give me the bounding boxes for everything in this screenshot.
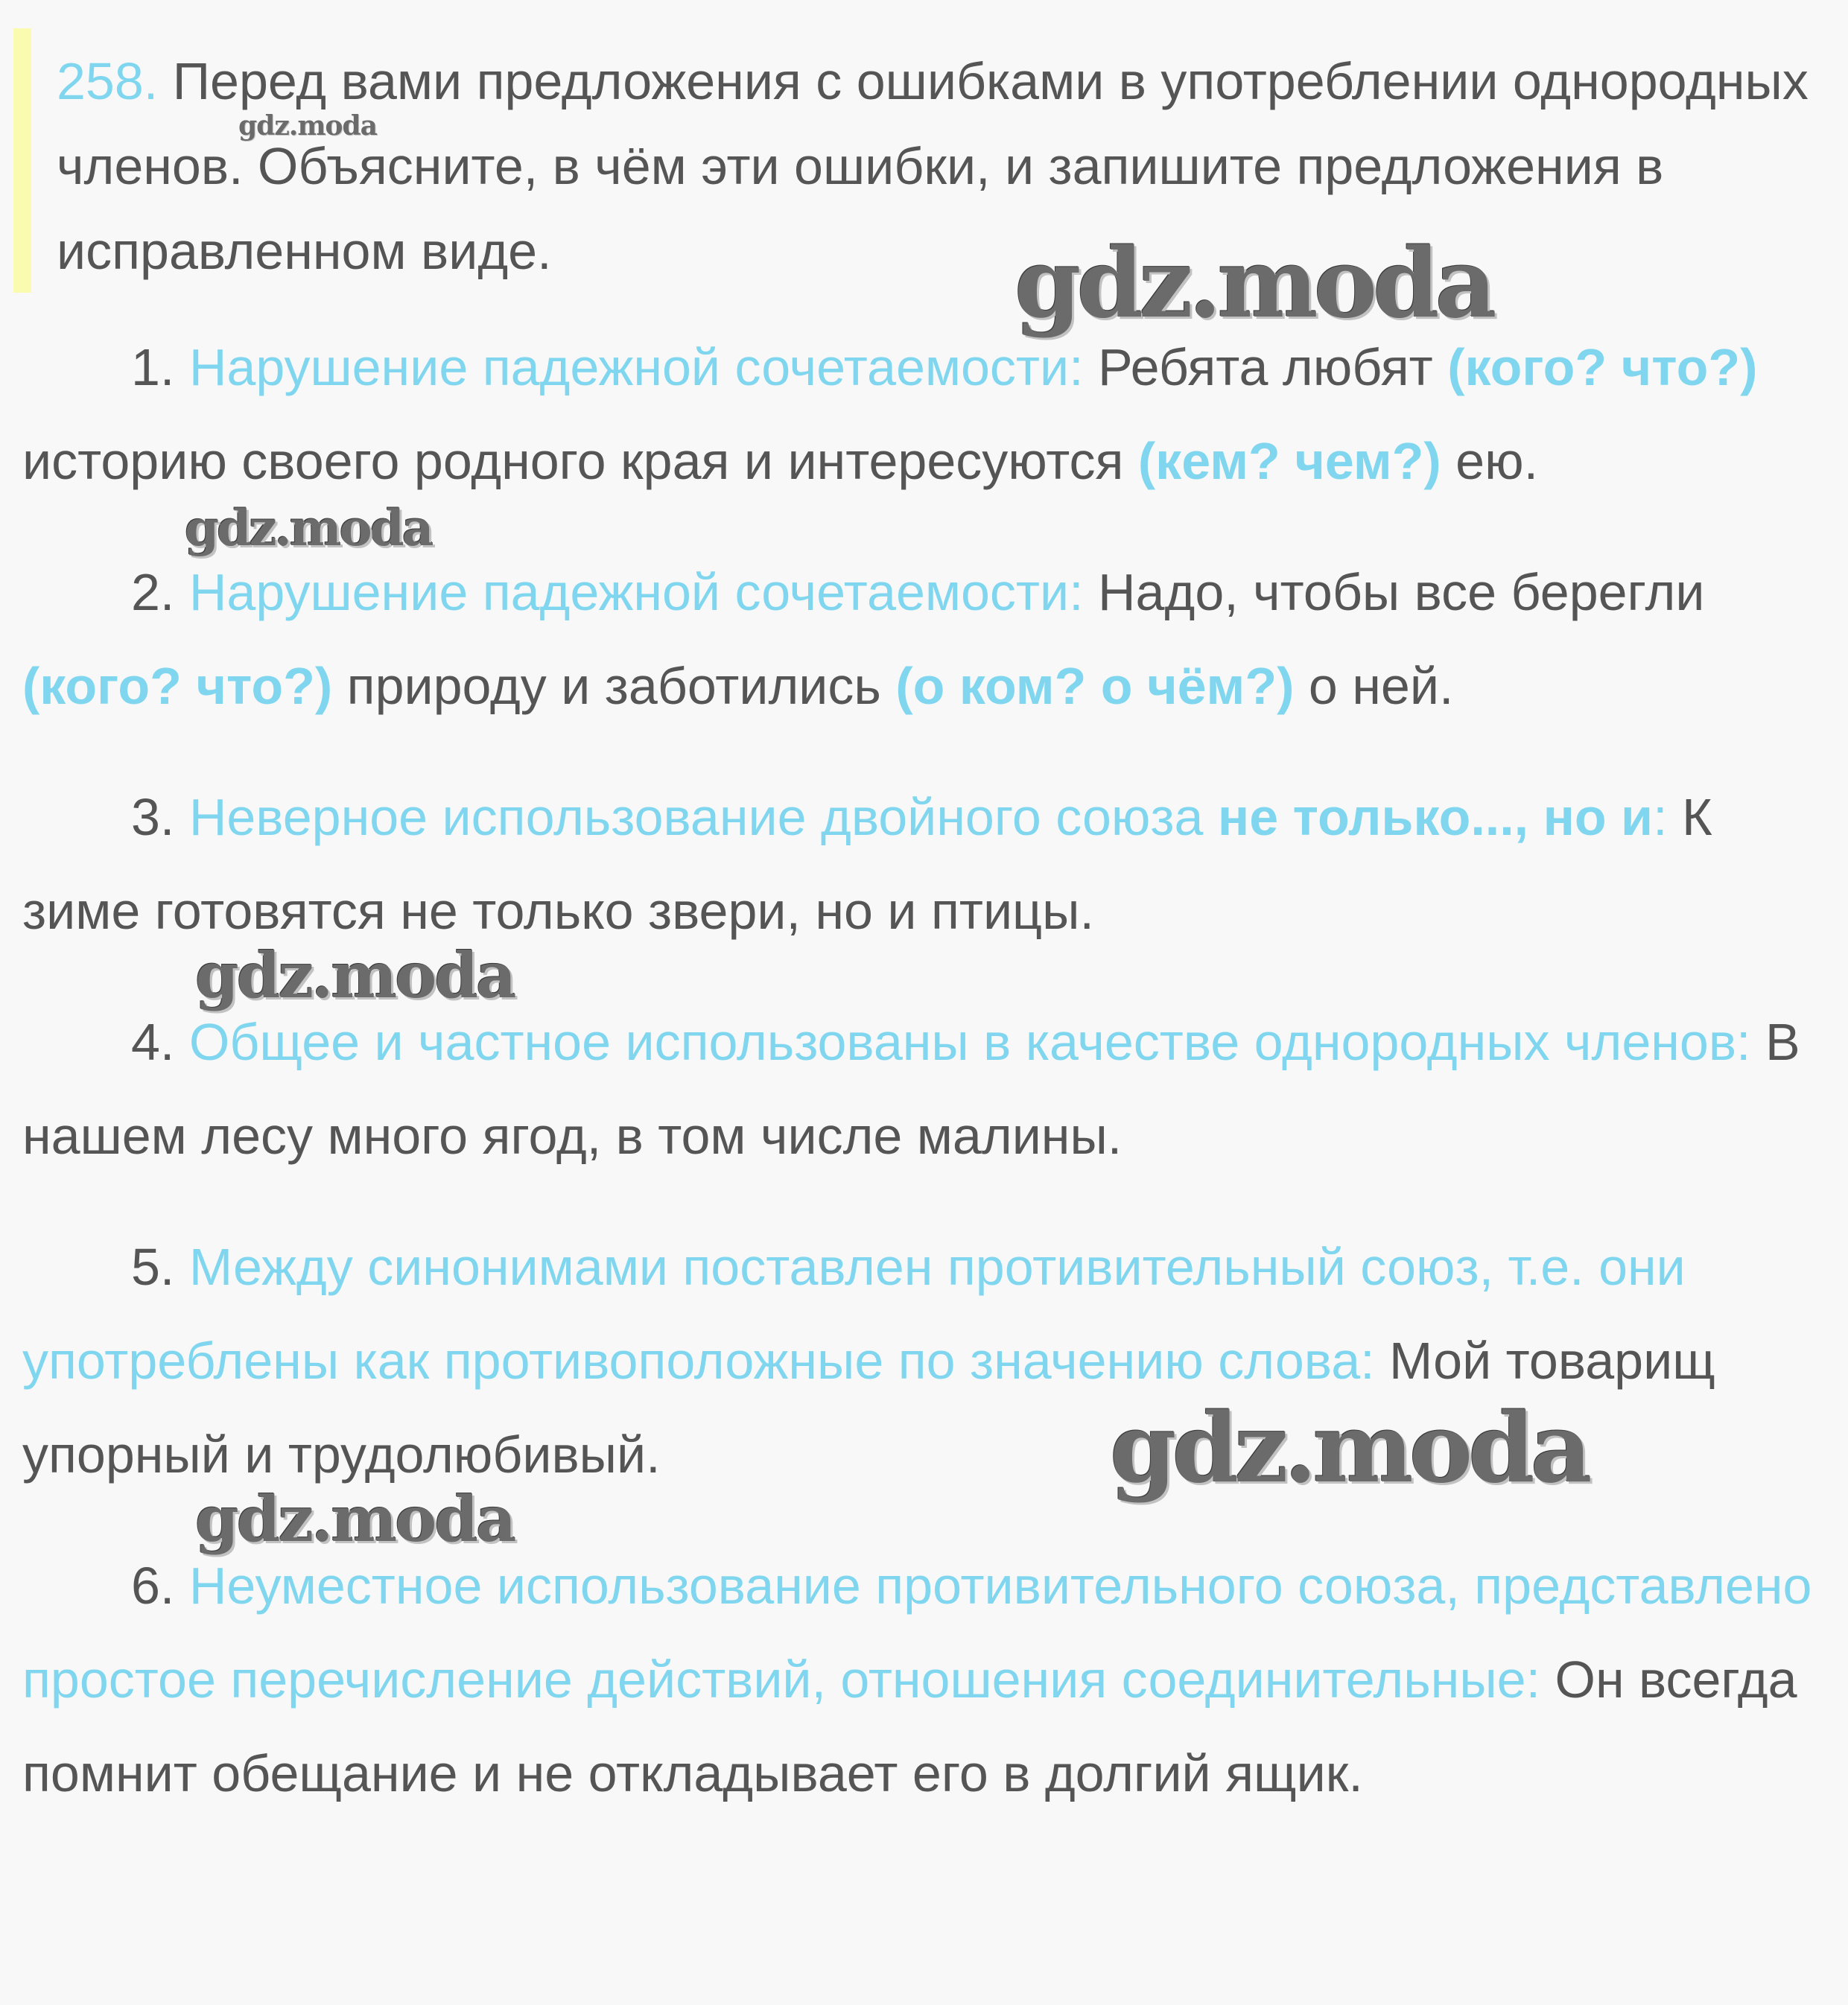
- error-label: Неуместное использование противительного союза, представлено простое перечисление действий, отношения соединительные:: [22, 1557, 1812, 1709]
- item-text: Он всегда помнит обещание и не откладывает его в долгий ящик.: [22, 1650, 1797, 1802]
- answer-item-6: [22, 1539, 1825, 1820]
- item-number: 2.: [131, 563, 175, 621]
- item-text: ею.: [1455, 432, 1539, 490]
- task-number: 258.: [57, 52, 159, 110]
- item-text: К зиме готовятся не только звери, но и птицы.: [22, 788, 1712, 940]
- item-number: 5.: [131, 1238, 175, 1296]
- watermark: gdz.moda: [195, 938, 515, 1012]
- item-number: 1.: [131, 338, 175, 396]
- task-statement: [57, 39, 1814, 293]
- item-text: Ребята любят: [1098, 338, 1433, 396]
- item-text: историю своего родного края и интересуются: [22, 432, 1124, 490]
- task-text: Перед вами предложения с ошибками в употреблении однородных членов. Объясните, в чём эти ошибки, и запишите предложения в исправленном виде.: [57, 52, 1809, 280]
- error-label: Нарушение падежной сочетаемости:: [188, 563, 1084, 621]
- item-text: Мой товарищ упорный и трудолюбивый.: [22, 1332, 1715, 1484]
- item-number: 6.: [131, 1557, 175, 1615]
- item-text: природу и заботились: [346, 657, 881, 715]
- watermark: gdz.moda: [195, 1482, 515, 1556]
- watermark: gdz.moda: [185, 499, 432, 557]
- case-question: (кого? что?): [22, 657, 333, 715]
- answer-item-3: [22, 770, 1825, 958]
- item-number: 3.: [131, 788, 175, 846]
- item-text: о ней.: [1308, 657, 1454, 715]
- case-question: (о ком? о чём?): [895, 657, 1295, 715]
- item-text: В нашем лесу много ягод, в том числе малины.: [22, 1013, 1800, 1165]
- watermark: gdz.moda: [1015, 228, 1493, 340]
- conjunction-highlight: не только..., но и: [1217, 788, 1654, 846]
- answer-item-1: [22, 320, 1825, 508]
- label-colon: :: [1653, 788, 1668, 846]
- answer-item-4: [22, 995, 1825, 1183]
- case-question: (кого? что?): [1447, 338, 1758, 396]
- case-question: (кем? чем?): [1137, 432, 1441, 490]
- item-text: Надо, чтобы все берегли: [1098, 563, 1705, 621]
- answer-item-2: [22, 545, 1825, 733]
- watermark: gdz.moda: [1110, 1393, 1588, 1504]
- error-label: Между синонимами поставлен противительный союз, т.е. они употреблены как противоположные по значению слова:: [22, 1238, 1686, 1390]
- error-label: Неверное использование двойного союза: [188, 788, 1204, 846]
- error-label: Нарушение падежной сочетаемости:: [188, 338, 1084, 396]
- item-number: 4.: [131, 1013, 175, 1071]
- error-label: Общее и частное использованы в качестве однородных членов:: [188, 1013, 1751, 1071]
- task-highlight-bar: [13, 28, 31, 293]
- watermark: gdz.moda: [238, 110, 377, 142]
